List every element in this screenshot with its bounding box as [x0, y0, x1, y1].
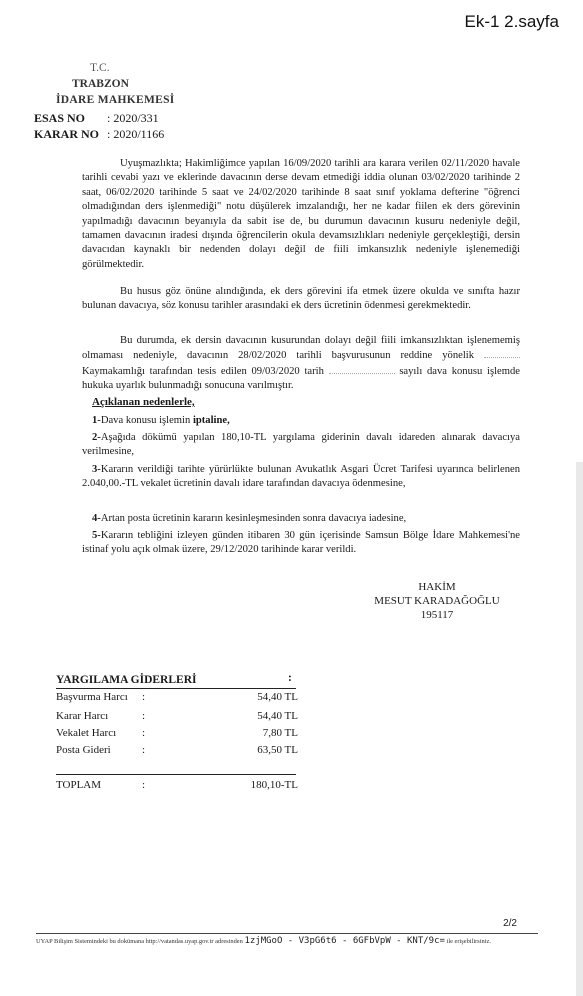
item-number: 2- [92, 432, 101, 443]
judge-title: HAKİM [418, 581, 456, 593]
footer-suffix: ile erişebilirsiniz. [446, 938, 491, 945]
judge-name: MESUT KARADAĞOĞLU [374, 595, 500, 607]
karar-no [34, 127, 164, 142]
cost-total-row [56, 779, 298, 793]
item-number: 1- [92, 415, 101, 426]
total-divider [56, 774, 296, 775]
verdict-item-4 [82, 512, 520, 526]
signature-block [372, 580, 502, 622]
total-label: TOPLAM [56, 779, 102, 791]
esas-no [34, 111, 159, 126]
item-number: 5- [92, 530, 101, 541]
item-text: Dava konusu işlemin [100, 415, 193, 426]
total-separator: : [142, 779, 146, 791]
paragraph-3 [82, 334, 520, 394]
scan-edge-shadow [576, 462, 583, 996]
paragraph-2: Bu husus göz önüne alındığında, ek ders görevini ifa etmek üzere okulda ve sınıfta hazır bulunan davacıya, söz konusu tarihler arasındaki ek ders ücretinin ödenmesi gerekmektedir. [82, 286, 520, 312]
cost-separator: : [142, 691, 146, 703]
esas-value: : 2020/331 [107, 111, 159, 125]
footer-divider [36, 933, 538, 934]
header-court: İDARE MAHKEMESİ [56, 94, 175, 106]
cost-row [56, 710, 298, 724]
cost-label: Vekalet Harcı [56, 727, 117, 739]
costs-title-text: YARGILAMA GİDERLERİ [56, 674, 197, 686]
paragraph-3-part-c: sayılı dava [399, 365, 447, 377]
item-number: 4- [92, 513, 101, 524]
uyap-footer [36, 936, 546, 946]
judge-number: 195117 [420, 609, 454, 621]
paragraph-3-part-d: konusu işlemde hukuka uyarlık bulunmadığı sonucuna varılmıştır. [82, 365, 520, 392]
verdict-item-1 [82, 414, 520, 428]
footer-verification-code: 1zjMGoO - V3pG6t6 - 6GFbVpW - KNT/9c= [244, 936, 445, 946]
paragraph-3-part-a: Bu durumda, ek dersin davacının kusurundan dolayı değil fiili imkansızlıktan işlenememiş olmaması nedeniyle, davacının 28/02/2020 tarihli başvurusunun reddine yönelik [82, 335, 520, 362]
karar-value: : 2020/1166 [107, 127, 165, 141]
esas-label: ESAS NO [34, 111, 86, 125]
cost-separator: : [142, 744, 146, 756]
item-text: Aşağıda dökümü yapılan 180,10-TL yargılama giderinin davalı idareden alınarak davacıya verilmesine, [82, 432, 520, 458]
cost-amount: 54,40 TL [257, 691, 298, 703]
redacted-blank [329, 364, 395, 374]
annex-label: Ek-1 2.sayfa [464, 12, 559, 31]
item-text: Kararın tebliğini izleyen günden itibaren 30 gün içerisinde Samsun Bölge İdare Mahkemesi'ne istinaf yolu açık olmak üzere, 29/12/2020 tarihinde karar verildi. [82, 530, 520, 556]
cost-separator: : [142, 727, 146, 739]
costs-title [56, 674, 196, 686]
item-text: Artan posta ücretinin kararın kesinleşmesinden sonra davacıya iadesine, [100, 513, 407, 524]
cost-amount: 7,80 TL [262, 727, 298, 739]
item-text: Kararın verildiği tarihte yürürlükte bulunan Avukatlık Asgari Ücret Tarifesi uyarınca belirlenen 2.040,00.-TL vekalet ücretinin davalı idare tarafından davacıya ödenmesine, [82, 464, 520, 490]
cost-label: Karar Harcı [56, 710, 109, 722]
cost-label: Başvurma Harcı [56, 691, 128, 703]
item-bold-text: iptaline, [192, 415, 230, 426]
cost-row [56, 744, 298, 758]
paragraph-1: Uyuşmazlıkta; Hakimliğimce yapılan 16/09/2020 tarihli ara karara verilen 02/11/2020 havale tarihli cevabi yazı ve eklerinde davacının derse devam etmediği iddia olunan 03/02/2020 tarihinde 2 saat, 06/02/2020 tarihinde 5 saat ve 24/02/2020 tarihinde 8 saat sınıf yoklama defterine "öğrenci olmadığından ders işlenmediği" notu düşülerek imzalandığı, her ne kadar fiilen ek ders görevinin yapılmadığı davacının beyanıyla da sabit ise de, bu durumun davacının kusuru nedeniyle değil, tamamen davacının iradesi dışında öğrencilerin okula devamsızlıkları nedeniyle gerçekleştiği, dersin davacıdan kaynaklı bir nedenden dolayı değil de fiili imkansızlık nedeniyle işlenemediği görülmektedir. [82, 158, 520, 270]
item-number: 3- [92, 464, 101, 475]
cost-row [56, 727, 298, 741]
total-amount: 180,10-TL [250, 779, 298, 791]
header-tc: T.C. [90, 62, 110, 74]
cost-row [56, 691, 298, 705]
reasons-heading: Açıklanan nedenlerle, [92, 396, 195, 408]
verdict-item-5 [82, 529, 520, 557]
footer-prefix: UYAP Bilişim Sistemindeki bu dokümana http://vatandas.uyap.gov.tr adresinden [36, 938, 243, 945]
verdict-item-2 [82, 431, 520, 459]
redacted-blank [484, 348, 520, 358]
page-number: 2/2 [503, 918, 517, 929]
header-city: TRABZON [72, 78, 129, 90]
cost-separator: : [142, 710, 146, 722]
cost-amount: 54,40 TL [257, 710, 298, 722]
cost-label: Posta Gideri [56, 744, 111, 756]
cost-amount: 63,50 TL [257, 744, 298, 756]
paragraph-3-part-b: Kaymakamlığı tarafından tesis edilen 09/03/2020 tarih [82, 365, 324, 377]
costs-divider [56, 688, 296, 689]
verdict-item-3 [82, 463, 520, 491]
karar-label: KARAR NO [34, 127, 99, 141]
costs-title-colon: : [288, 672, 292, 684]
